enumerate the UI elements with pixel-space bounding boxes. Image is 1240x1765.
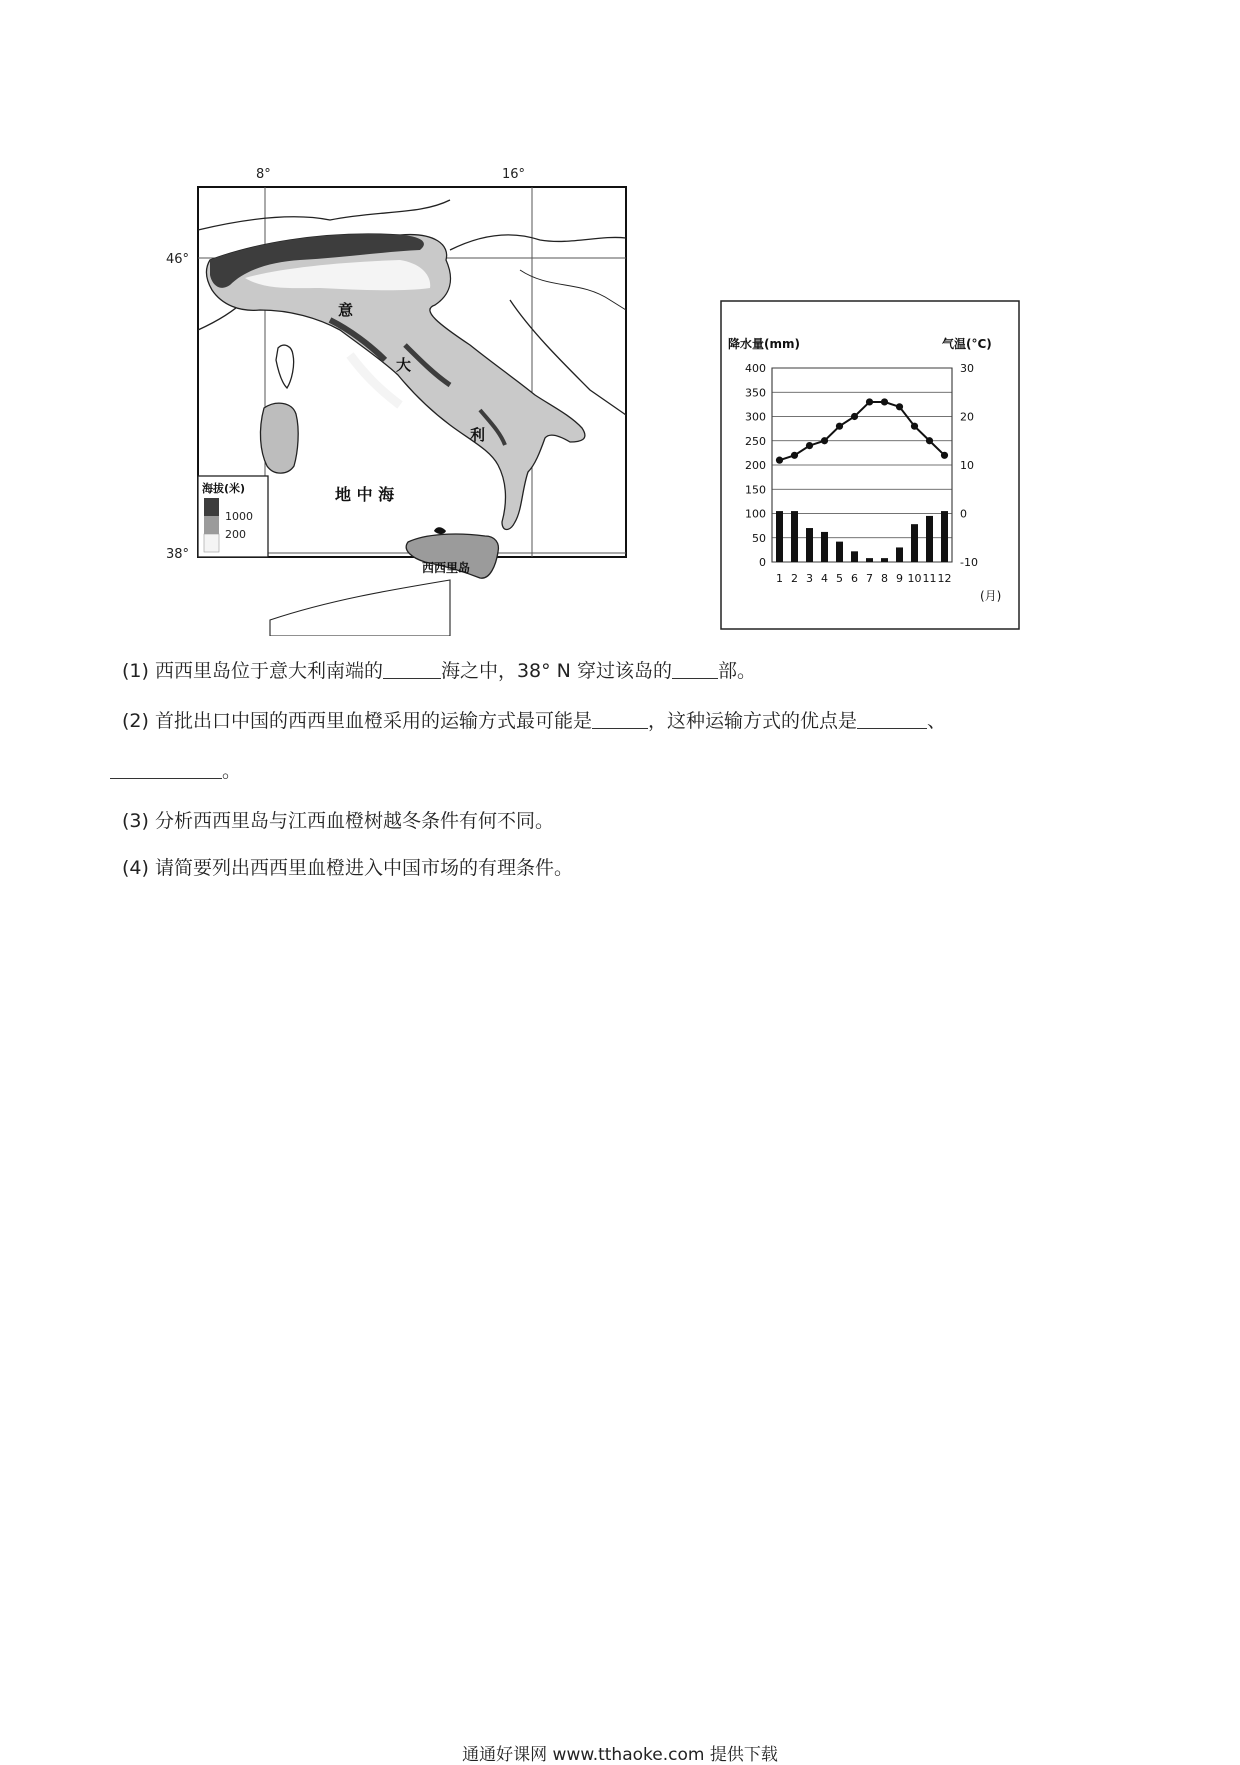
lat-label-38: 38° [166,547,190,562]
label-yi: 意 [338,301,354,319]
temperature-point [926,437,933,444]
temperature-point [821,437,828,444]
precip-bar [926,516,933,562]
temp-axis-label: 气温(°C) [942,337,992,351]
month-tick-label: 1 [776,572,783,585]
precip-bar [941,511,948,562]
q2-text-2: ，这种运输方式的优点是 [647,710,857,732]
legend-swatch-high [204,498,219,516]
precip-axis-label: 降水量(mm) [728,337,800,351]
question-2-cont [110,758,241,784]
month-tick-label: 12 [937,572,952,585]
temperature-point [836,423,843,430]
q2-text-1: (2) 首批出口中国的西西里血橙采用的运输方式最可能是 [122,710,592,732]
month-tick-label: 6 [851,572,858,585]
label-da: 大 [396,356,412,374]
question-1 [122,658,756,684]
climate-chart [720,300,1020,630]
month-tick-label: 8 [881,572,888,585]
precip-bar [821,532,828,562]
q1-blank-2[interactable] [672,660,718,679]
q2-blank-3[interactable] [110,760,222,779]
q2-blank-1[interactable] [592,710,648,729]
precip-tick-label: 400 [745,362,766,375]
q1-text-1: (1) 西西里岛位于意大利南端的 [122,660,383,682]
lon-label-16: 16° [502,167,526,182]
precip-tick-label: 150 [745,483,766,497]
page-footer: 通通好课网 www.tthaoke.com 提供下载 [462,1745,778,1765]
q2-text-4: 。 [222,760,242,782]
temperature-point [866,398,873,405]
elevation-legend [198,476,268,557]
month-unit-label: (月) [980,589,1002,603]
question-4: (4) 请简要列出西西里血橙进入中国市场的有理条件。 [122,857,573,879]
precip-tick-label: 0 [759,556,766,569]
precip-tick-label: 350 [745,386,766,400]
legend-level-1000: 1000 [225,510,253,523]
month-tick-label: 5 [836,572,843,585]
temperature-point [791,452,798,459]
temperature-point [851,413,858,420]
precip-bar [911,524,918,562]
legend-title: 海拔(米) [202,482,246,495]
temp-tick-label: 20 [960,410,974,424]
precip-bar [791,511,798,562]
question-3: (3) 分析西西里岛与江西血橙树越冬条件有何不同。 [122,810,554,832]
month-tick-label: 10 [907,572,922,585]
temp-tick-label: 30 [960,362,974,375]
sardinia-island [260,403,298,473]
precip-tick-label: 300 [745,410,766,424]
label-mediterranean: 地 中 海 [335,485,395,504]
month-tick-label: 7 [866,572,873,585]
q2-blank-2[interactable] [857,710,927,729]
month-tick-label: 9 [896,572,903,585]
month-tick-label: 4 [821,572,828,585]
label-li: 利 [470,426,486,444]
lat-label-46: 46° [166,252,190,267]
q2-text-3: 、 [926,710,946,732]
legend-level-200: 200 [225,528,246,541]
precip-bar [881,558,888,562]
question-2 [122,708,946,734]
temperature-point [911,423,918,430]
temp-tick-label: 0 [960,507,967,521]
africa-coast [270,580,450,636]
precip-tick-label: 250 [745,434,766,448]
temp-tick-label: 10 [960,459,974,472]
temperature-point [881,398,888,405]
month-tick-label: 2 [791,572,798,585]
precip-bar [866,558,873,562]
precip-bar [896,547,903,562]
italy-map [150,160,690,636]
legend-swatch-low [204,534,219,552]
month-tick-label: 3 [806,572,813,585]
precip-tick-label: 200 [745,459,766,472]
q1-text-3: 部。 [717,660,756,682]
q1-blank-1[interactable] [383,660,441,679]
temperature-point [776,457,783,464]
temperature-point [896,403,903,410]
precip-bar [776,511,783,562]
month-tick-label: 11 [922,572,937,585]
legend-swatch-mid [204,516,219,534]
lon-label-8: 8° [256,167,271,182]
precip-bar [836,542,843,562]
temperature-point [806,442,813,449]
precip-tick-label: 100 [745,507,766,521]
temperature-point [941,452,948,459]
q1-text-2: 海之中，38° N 穿过该岛的 [440,660,672,682]
precip-tick-label: 50 [752,531,766,545]
precip-bar [806,528,813,562]
label-sicily: 西西里岛 [422,561,471,575]
temp-tick-label: -10 [960,556,978,569]
precip-bar [851,551,858,562]
